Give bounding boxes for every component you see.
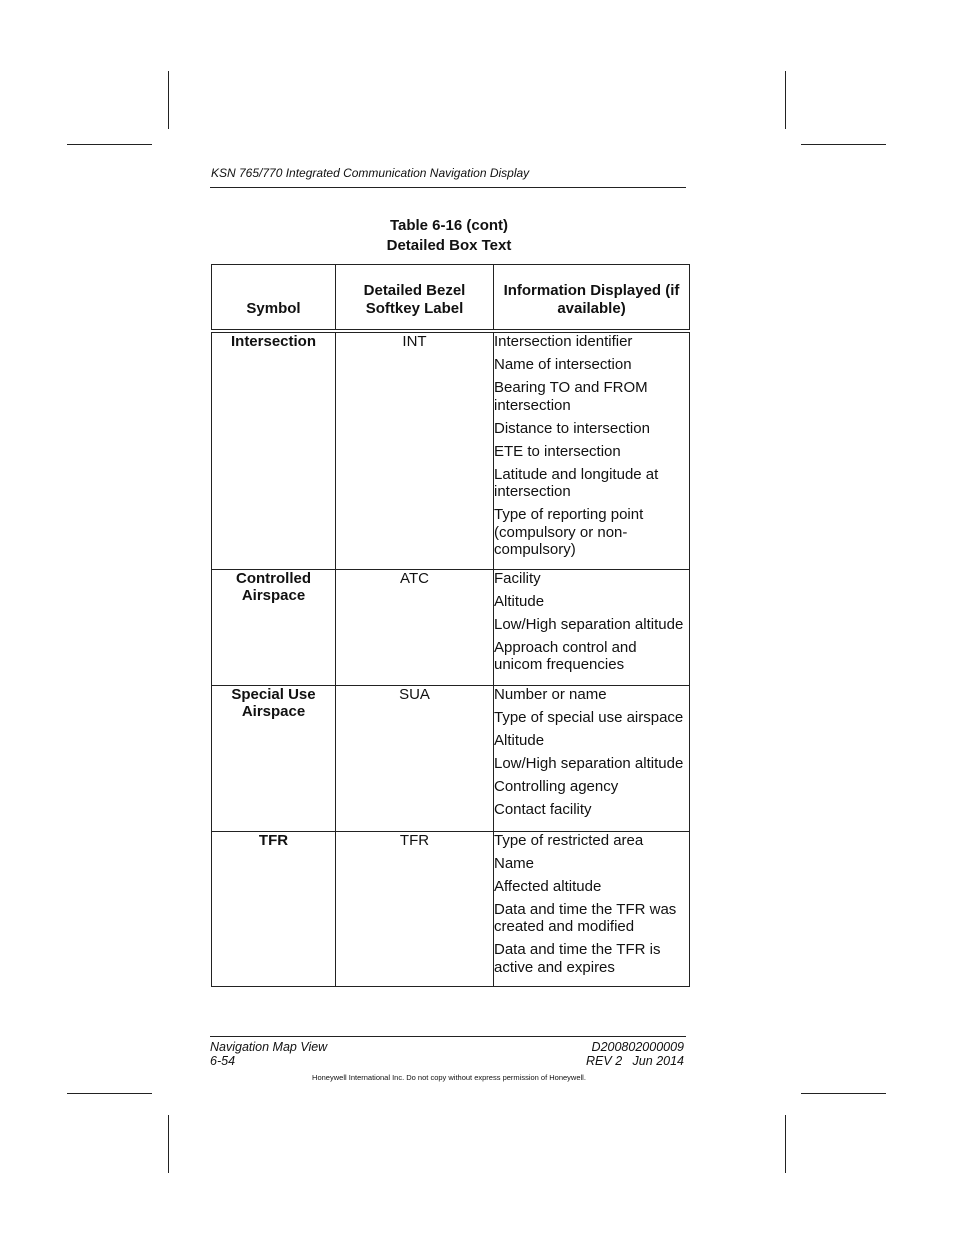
information-item: Affected altitude bbox=[494, 877, 602, 895]
information-item: Distance to intersection bbox=[494, 419, 650, 437]
footer-page-number: 6-54 bbox=[210, 1054, 236, 1068]
information-item: Type of reporting point (compulsory or non-compulsory) bbox=[494, 506, 644, 558]
information-item: Low/High separation altitude bbox=[494, 754, 684, 772]
crop-mark bbox=[168, 1115, 169, 1173]
table-row bbox=[212, 685, 690, 831]
table-caption-number: Table 6-16 (cont) bbox=[389, 217, 509, 234]
softkey-label-cell: TFR bbox=[336, 831, 494, 986]
footer-rule bbox=[210, 1036, 686, 1037]
information-cell bbox=[494, 685, 690, 831]
crop-mark bbox=[801, 1093, 886, 1094]
information-item: Number or name bbox=[494, 685, 607, 703]
information-item: Data and time the TFR is active and expires bbox=[494, 941, 661, 976]
information-item: Altitude bbox=[494, 731, 545, 749]
column-header-symbol: Symbol bbox=[212, 265, 336, 332]
information-item: Bearing TO and FROM intersection bbox=[494, 379, 648, 414]
table-body bbox=[212, 331, 690, 986]
symbol-cell: Intersection bbox=[212, 331, 336, 569]
table-row bbox=[212, 569, 690, 685]
copyright-notice: Honeywell International Inc. Do not copy without express permission of Honeywell. bbox=[312, 1073, 586, 1082]
crop-mark bbox=[785, 1115, 786, 1173]
column-header-information: Information Displayed (if available) bbox=[494, 265, 690, 332]
information-item: Low/High separation altitude bbox=[494, 615, 684, 633]
information-item: Controlling agency bbox=[494, 777, 619, 795]
crop-mark bbox=[168, 71, 169, 129]
information-item: Type of special use airspace bbox=[494, 708, 684, 726]
crop-mark bbox=[67, 144, 152, 145]
symbol-cell: Special Use Airspace bbox=[212, 685, 336, 831]
information-item: Data and time the TFR was created and modified bbox=[494, 900, 677, 935]
information-item: Latitude and longitude at intersection bbox=[494, 465, 659, 500]
information-item: ETE to intersection bbox=[494, 442, 621, 460]
symbol-cell: Controlled Airspace bbox=[212, 569, 336, 685]
information-item: Altitude bbox=[494, 592, 545, 610]
running-header: KSN 765/770 Integrated Communication Navigation Display bbox=[211, 166, 530, 180]
information-item: Name bbox=[494, 854, 535, 872]
table-header-row bbox=[212, 265, 690, 332]
footer-left bbox=[210, 1040, 327, 1068]
information-cell bbox=[494, 569, 690, 685]
information-item: Contact facility bbox=[494, 800, 592, 818]
information-item: Name of intersection bbox=[494, 356, 632, 373]
softkey-label-cell: ATC bbox=[336, 569, 494, 685]
table-caption-title: Detailed Box Text bbox=[386, 237, 512, 254]
information-item: Intersection identifier bbox=[494, 333, 633, 350]
information-cell bbox=[494, 331, 690, 569]
softkey-label-cell: SUA bbox=[336, 685, 494, 831]
crop-mark bbox=[67, 1093, 152, 1094]
table-row bbox=[212, 831, 690, 986]
footer-revision: REV 2 Jun 2014 bbox=[586, 1054, 684, 1068]
column-header-softkey-label: Detailed Bezel Softkey Label bbox=[336, 265, 494, 332]
table-row bbox=[212, 331, 690, 569]
detailed-box-text-table bbox=[211, 264, 690, 987]
footer-right bbox=[500, 1040, 684, 1068]
crop-mark bbox=[785, 71, 786, 129]
information-item: Type of restricted area bbox=[494, 831, 644, 849]
header-rule bbox=[210, 187, 686, 188]
information-cell bbox=[494, 831, 690, 986]
crop-mark bbox=[801, 144, 886, 145]
symbol-cell: TFR bbox=[212, 831, 336, 986]
footer-doc-number: D200802000009 bbox=[591, 1040, 684, 1054]
footer-section: Navigation Map View bbox=[210, 1040, 328, 1054]
information-item: Facility bbox=[494, 569, 541, 587]
softkey-label-cell: INT bbox=[336, 331, 494, 569]
information-item: Approach control and unicom frequencies bbox=[494, 638, 637, 673]
